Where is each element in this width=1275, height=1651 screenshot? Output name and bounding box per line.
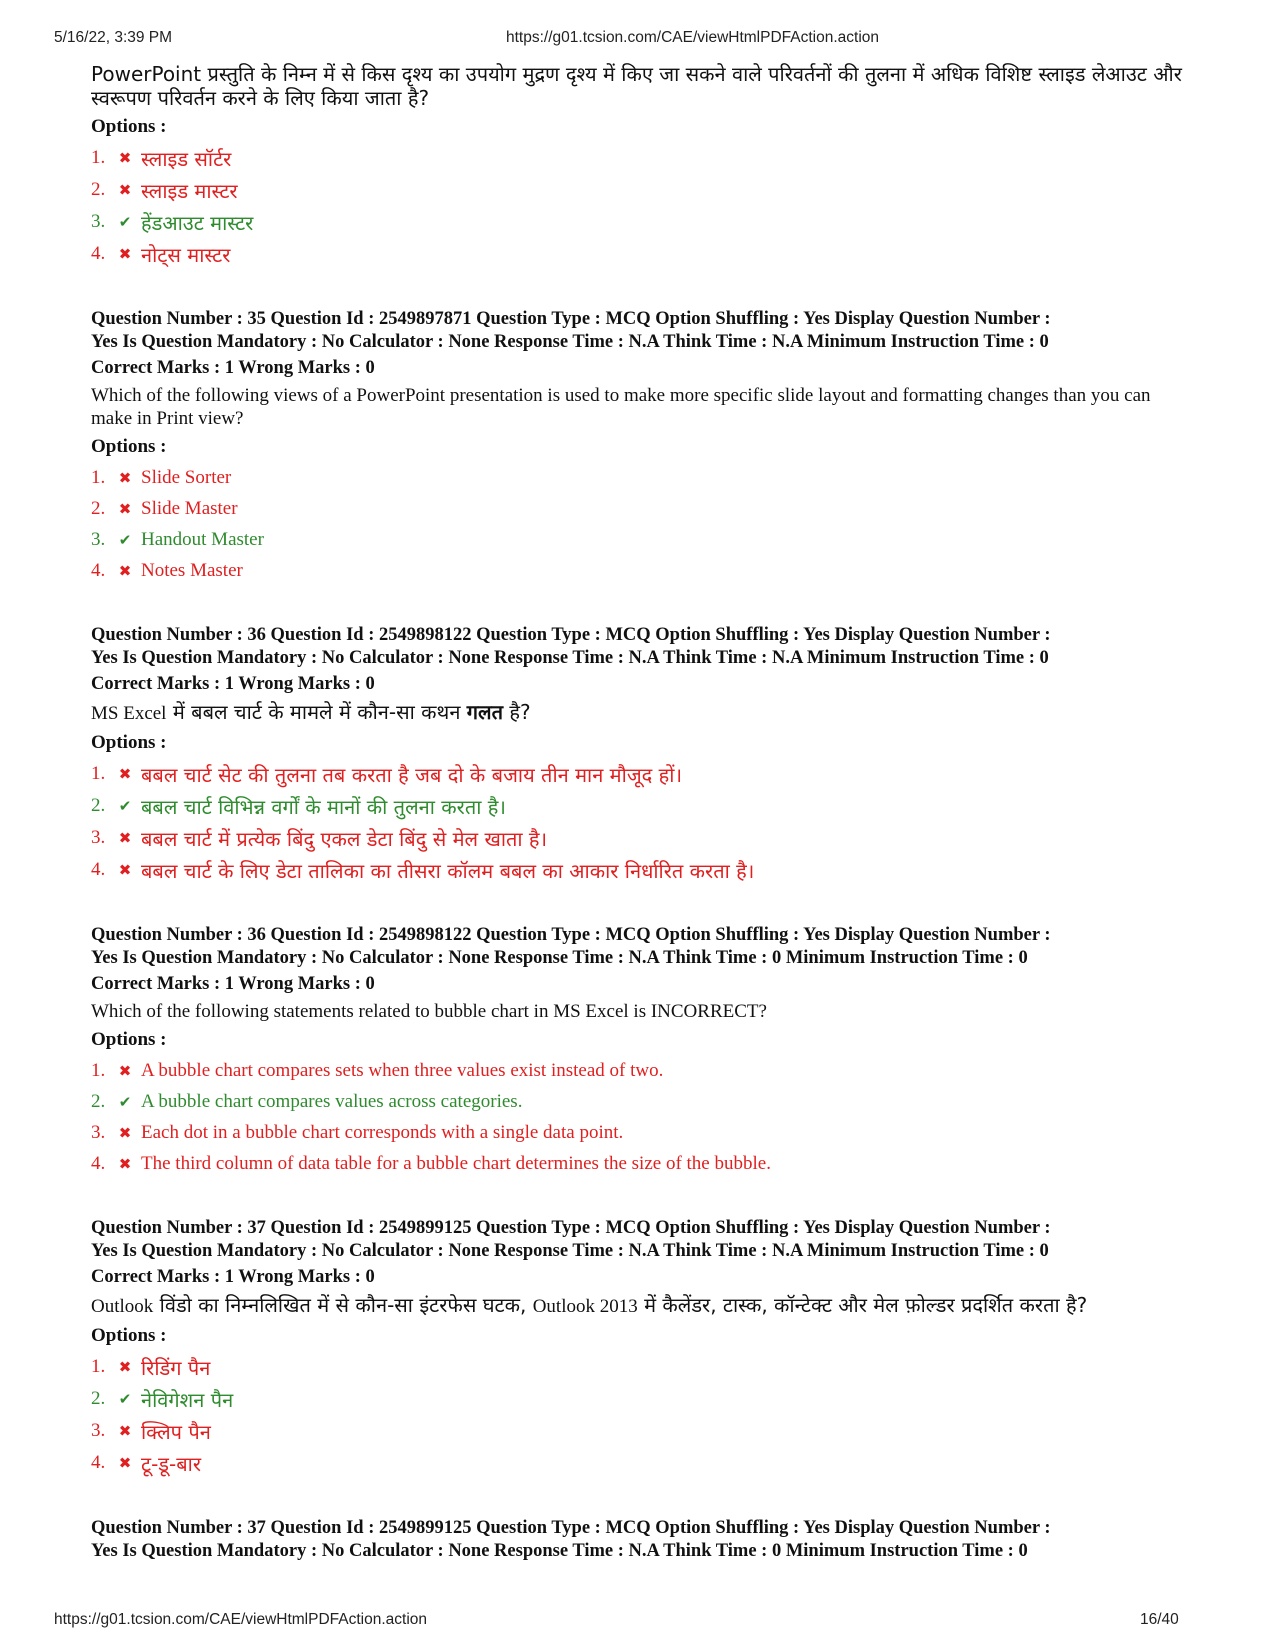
option-number: 2. (91, 497, 106, 519)
option-number: 2. (91, 1090, 106, 1112)
question-text-part: में कैलेंडर, टास्क, कॉन्टेक्ट और मेल फ़ोल्डर प्रदर्शित करता है? (637, 1293, 1088, 1317)
option-item (91, 1148, 1191, 1179)
option-text: बबल चार्ट सेट की तुलना तब करता है जब दो के बजाय तीन मान मौजूद हों। (141, 762, 683, 787)
question-marks: Correct Marks : 1 Wrong Marks : 0 (91, 674, 375, 694)
cross-icon: ✖ (118, 149, 132, 167)
question-text-part: Outlook (91, 1296, 154, 1317)
question-block-q37-hindi (91, 1217, 1191, 1479)
question-meta: Yes Is Question Mandatory : No Calculator : None Response Time : N.A Think Time : N.A Minimum Instruction Time : 0 (91, 1241, 1049, 1261)
option-number: 2. (91, 795, 106, 816)
options-list (91, 1351, 1191, 1479)
option-number: 3. (91, 1121, 106, 1143)
option-text: रिडिंग पैन (141, 1355, 211, 1380)
cross-icon: ✖ (118, 1422, 132, 1440)
question-meta: Yes Is Question Mandatory : No Calculator : None Response Time : N.A Think Time : N.A Minimum Instruction Time : 0 (91, 648, 1049, 668)
option-item (91, 1415, 1191, 1447)
option-text: नोट्स मास्टर (141, 242, 231, 267)
question-meta: Question Number : 35 Question Id : 2549897871 Question Type : MCQ Option Shuffling : Yes Display Question Number : (91, 309, 1051, 329)
question-text-part: Outlook 2013 (532, 1296, 638, 1317)
option-text: Each dot in a bubble chart corresponds with a single data point. (141, 1121, 624, 1143)
cross-icon: ✖ (118, 499, 132, 518)
option-text: Slide Sorter (141, 466, 232, 488)
option-number: 2. (91, 179, 106, 200)
question-meta: Yes Is Question Mandatory : No Calculator : None Response Time : N.A Think Time : 0 Minimum Instruction Time : 0 (91, 948, 1028, 968)
question-block-q37-english (91, 1517, 1191, 1563)
question-text-part: विंडो का निम्नलिखित में से कौन-सा इंटरफेस घटक, (153, 1293, 533, 1317)
option-item (91, 1383, 1191, 1415)
question-text (91, 700, 1191, 726)
option-text: Handout Master (141, 528, 264, 550)
option-item (91, 758, 1191, 790)
option-number: 1. (91, 1059, 106, 1081)
question-text-part: में बबल चार्ट के मामले में कौन-सा कथन (166, 700, 467, 724)
option-item (91, 174, 1191, 206)
option-number: 4. (91, 243, 106, 264)
cross-icon: ✖ (118, 1154, 132, 1173)
option-item (91, 493, 1191, 524)
cross-icon: ✖ (118, 245, 132, 263)
options-list (91, 1055, 1191, 1179)
cross-icon: ✖ (118, 1454, 132, 1472)
question-block-q36-hindi (91, 624, 1191, 886)
option-text: क्लिप पैन (141, 1419, 211, 1444)
option-item (91, 1351, 1191, 1383)
cross-icon: ✖ (118, 1358, 132, 1376)
option-number: 4. (91, 559, 106, 581)
check-icon: ✔ (118, 530, 132, 549)
cross-icon: ✖ (118, 468, 132, 487)
option-item (91, 854, 1191, 886)
option-text: नेविगेशन पैन (141, 1387, 234, 1412)
option-text: स्लाइड सॉर्टर (141, 146, 232, 171)
options-list (91, 142, 1191, 270)
options-label: Options : (91, 1029, 167, 1050)
question-block-q34-hindi (91, 62, 1191, 270)
options-label: Options : (91, 732, 167, 753)
question-block-q35-english (91, 308, 1191, 586)
cross-icon: ✖ (118, 1061, 132, 1080)
options-list (91, 758, 1191, 886)
check-icon: ✔ (118, 1092, 132, 1111)
option-item (91, 555, 1191, 586)
option-item (91, 790, 1191, 822)
check-icon: ✔ (118, 1390, 132, 1408)
options-label: Options : (91, 116, 167, 137)
options-label: Options : (91, 1325, 167, 1346)
cross-icon: ✖ (118, 181, 132, 199)
option-item (91, 142, 1191, 174)
option-number: 3. (91, 211, 106, 232)
question-text-emphasis: गलत (466, 700, 504, 724)
option-number: 4. (91, 1452, 106, 1473)
question-text: Which of the following statements related to bubble chart in MS Excel is INCORRECT? (91, 1001, 767, 1022)
option-text: टू-डू-बार (141, 1451, 201, 1476)
cross-icon: ✖ (118, 1123, 132, 1142)
option-text: बबल चार्ट के लिए डेटा तालिका का तीसरा कॉलम बबल का आकार निर्धारित करता है। (141, 858, 755, 883)
option-number: 4. (91, 1152, 106, 1174)
option-item (91, 524, 1191, 555)
option-item (91, 1086, 1191, 1117)
option-item (91, 822, 1191, 854)
option-item (91, 238, 1191, 270)
option-number: 2. (91, 1388, 106, 1409)
question-meta: Question Number : 37 Question Id : 2549899125 Question Type : MCQ Option Shuffling : Yes Display Question Number : (91, 1218, 1051, 1238)
options-list (91, 462, 1191, 586)
question-meta: Question Number : 36 Question Id : 2549898122 Question Type : MCQ Option Shuffling : Yes Display Question Number : (91, 925, 1051, 945)
question-paper (91, 62, 1191, 1563)
option-number: 1. (91, 147, 106, 168)
cross-icon: ✖ (118, 829, 132, 847)
question-text-part: MS Excel (91, 703, 167, 724)
option-item (91, 1055, 1191, 1086)
question-text: Which of the following views of a PowerPoint presentation is used to make more specific slide layout and formatting changes than you can make in Print view? (91, 385, 1151, 429)
question-marks: Correct Marks : 1 Wrong Marks : 0 (91, 358, 375, 378)
question-block-q36-english (91, 924, 1191, 1179)
print-datetime: 5/16/22, 3:39 PM (54, 29, 173, 46)
options-label: Options : (91, 436, 167, 457)
option-number: 4. (91, 859, 106, 880)
question-meta: Yes Is Question Mandatory : No Calculator : None Response Time : N.A Think Time : N.A Minimum Instruction Time : 0 (91, 332, 1049, 352)
cross-icon: ✖ (118, 765, 132, 783)
print-url-footer: https://g01.tcsion.com/CAE/viewHtmlPDFAction.action (54, 1611, 428, 1628)
question-text: PowerPoint प्रस्तुति के निम्न में से किस दृश्य का उपयोग मुद्रण दृश्य में किए जा सकने वाले परिवर्तनों की तुलना में अधिक विशिष्ट स्लाइड लेआउट और स्वरूपण परिवर्तन करने के लिए किया जाता है? (91, 62, 1182, 110)
option-item (91, 206, 1191, 238)
option-text: बबल चार्ट विभिन्न वर्गों के मानों की तुलना करता है। (141, 794, 506, 819)
option-text: Slide Master (141, 497, 238, 519)
option-number: 3. (91, 1420, 106, 1441)
question-text (91, 1293, 1191, 1319)
option-text: The third column of data table for a bubble chart determines the size of the bubble. (141, 1152, 771, 1174)
check-icon: ✔ (118, 797, 132, 815)
option-text: A bubble chart compares sets when three values exist instead of two. (141, 1059, 664, 1081)
check-icon: ✔ (118, 213, 132, 231)
question-meta: Question Number : 36 Question Id : 2549898122 Question Type : MCQ Option Shuffling : Yes Display Question Number : (91, 625, 1051, 645)
option-text: हेंडआउट मास्टर (141, 210, 254, 235)
cross-icon: ✖ (118, 561, 132, 580)
option-number: 1. (91, 763, 106, 784)
option-text: बबल चार्ट में प्रत्येक बिंदु एकल डेटा बिंदु से मेल खाता है। (141, 826, 548, 851)
option-text: A bubble chart compares values across categories. (141, 1090, 523, 1112)
option-text: Notes Master (141, 559, 243, 581)
print-url-header: https://g01.tcsion.com/CAE/viewHtmlPDFAction.action (506, 29, 880, 46)
option-number: 1. (91, 1356, 106, 1377)
question-text-part: है? (503, 700, 531, 724)
page-number: 16/40 (1140, 1611, 1179, 1628)
cross-icon: ✖ (118, 861, 132, 879)
option-item (91, 1447, 1191, 1479)
option-text: स्लाइड मास्टर (141, 178, 238, 203)
option-number: 3. (91, 528, 106, 550)
question-meta: Question Number : 37 Question Id : 2549899125 Question Type : MCQ Option Shuffling : Yes Display Question Number : (91, 1518, 1051, 1538)
option-item (91, 462, 1191, 493)
question-marks: Correct Marks : 1 Wrong Marks : 0 (91, 974, 375, 994)
question-marks: Correct Marks : 1 Wrong Marks : 0 (91, 1267, 375, 1287)
option-item (91, 1117, 1191, 1148)
option-number: 3. (91, 827, 106, 848)
option-number: 1. (91, 466, 106, 488)
question-meta: Yes Is Question Mandatory : No Calculator : None Response Time : N.A Think Time : 0 Minimum Instruction Time : 0 (91, 1541, 1028, 1561)
